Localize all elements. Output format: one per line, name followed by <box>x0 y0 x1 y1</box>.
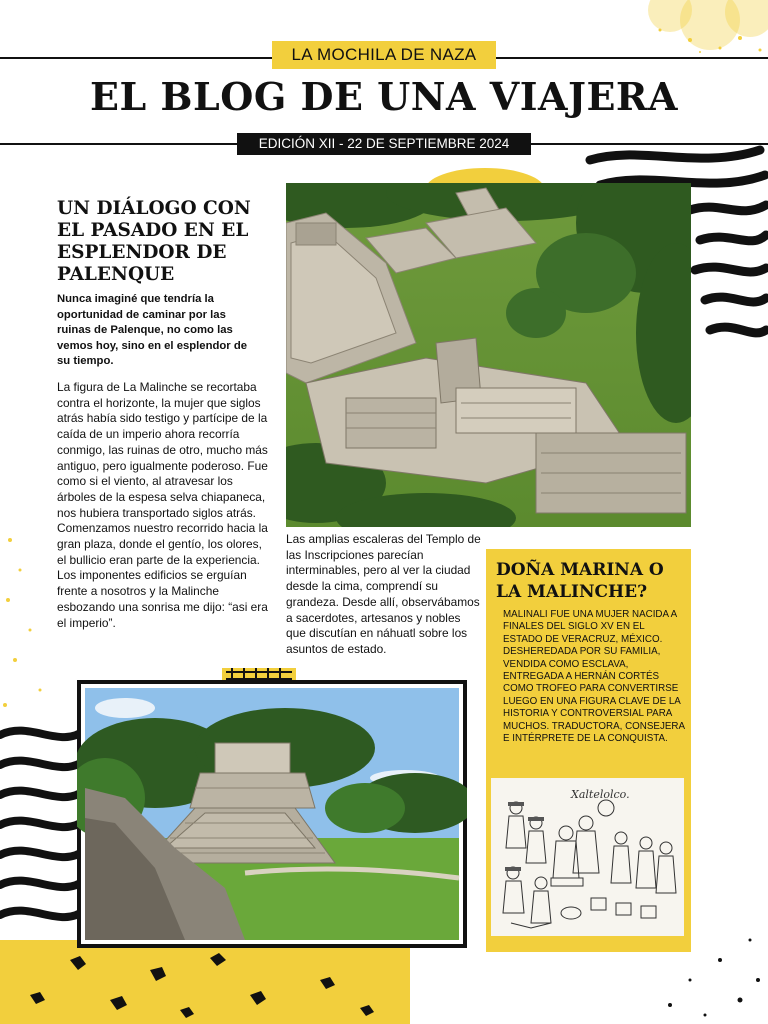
blog-kicker: LA MOCHILA DE NAZA <box>272 41 496 69</box>
decorative-yellow-band-bottom <box>0 940 410 1024</box>
edition-badge: EDICIÓN XII - 22 DE SEPTIEMBRE 2024 <box>237 133 531 155</box>
article-headline: UN DIÁLOGO CON EL PASADO EN EL ESPLENDOR DE PALENQUE <box>57 198 251 285</box>
blog-title: EL BLOG DE UNA VIAJERA <box>89 74 678 119</box>
codex-caption: Xaltelolco. <box>571 788 630 801</box>
sidebar-malinche <box>486 549 691 952</box>
sidebar-text: MALINALI FUE UNA MUJER NACIDA A FINALES DEL SIGLO XV EN EL ESTADO DE VERACRUZ, MÉXICO. DESHEREDADA POR SU FAMILIA, VENDIDA COMO ESCLAVA, ENTREGADA A HERNÁN CORTÉS COMO TROFEO PARA CONVERTIRSE LUEGO EN UNA FIGURA CLAVE DE LA HISTORIA Y CONTROVERSIAL PARA MUCHOS. TRADUCTORA, CONSEJERA E INTÉRPRETE DE LA CONQUISTA. <box>503 609 685 745</box>
article-lead: Nunca imaginé que tendría la oportunidad de caminar por las ruinas de Palenque, no como las vemos hoy, sino en el esplendor de su tiempo. <box>57 293 248 368</box>
article-body: La figura de La Malinche se recortaba contra el horizonte, la mujer que siglos atrás había sido testigo y partícipe de la caída de un imperio ahora recorría conmigo, las ruinas de otro, mucho más antiguo, pero igualmente poderoso. Fue como si el viento, al atravesar los árboles de la espesa selva chiapaneca, nos hubiera transportado siglos atrás. Comenzamos nuestro recorrido hacia la gran plaza, donde el gentío, los olores, el bullicio eran parte de la experiencia. Los imponentes edificios se erguían frente a nosotros y la Malinche esbozando una sonrisa me dijo: “asi era el imperio”. <box>57 380 268 630</box>
decorative-yellow-splatter-left <box>0 520 60 720</box>
article-continuation: Las amplias escaleras del Templo de las Inscripciones parecían interminables, pero al ver la ciudad desde la cima, comprendí su grandeza. Desde allí, observábamos a sacerdotes, artesanos y nobles que discutían en náhuatl sobre los asuntos de estado. <box>286 532 481 656</box>
decorative-yellow-splatter-top-right <box>600 0 768 60</box>
codex-illustration <box>491 778 684 936</box>
sidebar-title: DOÑA MARINA O LA MALINCHE? <box>496 560 664 602</box>
temple-of-inscriptions-photo <box>77 680 467 948</box>
palenque-aerial-photo <box>286 183 691 527</box>
